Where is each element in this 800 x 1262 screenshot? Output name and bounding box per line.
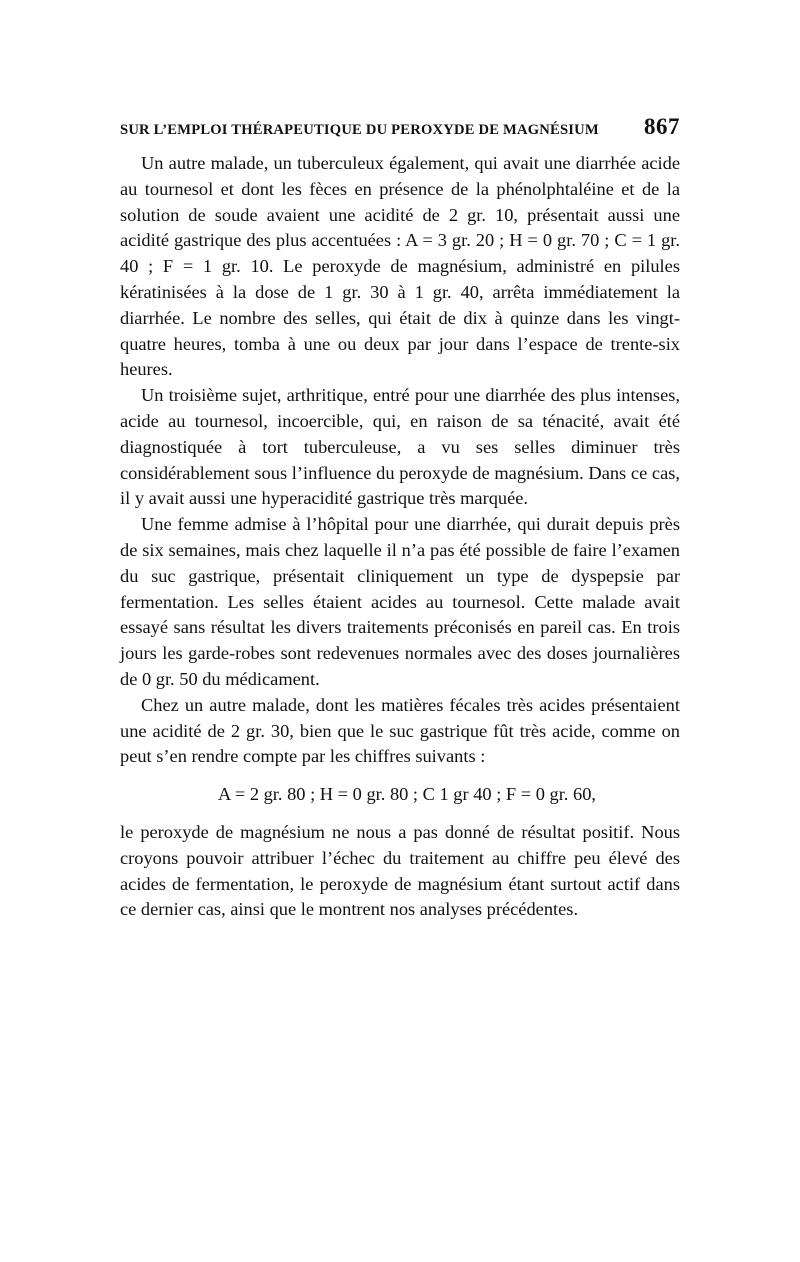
formula-line: A = 2 gr. 80 ; H = 0 gr. 80 ; C 1 gr 40 ; F = 0 gr. 60, xyxy=(217,784,596,805)
body-text xyxy=(120,151,680,923)
running-head-title: SUR L’EMPLOI THÉRAPEUTIQUE DU PEROXYDE DE MAGNÉSIUM xyxy=(120,122,599,138)
paragraph-4: Chez un autre malade, dont les matières fécales très acides présentaient une acidité de 2 gr. 30, bien que le suc gastrique fût très acide, comme on peut s’en rendre compte par les chiffres suivants : xyxy=(120,694,680,767)
closing-paragraph: le peroxyde de magnésium ne nous a pas donné de résultat positif. Nous croyons pouvoir attribuer l’échec du traitement au chiffre peu élevé des acides de fermentation, le peroxyde de magnésium étant surtout actif dans ce dernier cas, ainsi que le montrent nos analyses précédentes. xyxy=(120,821,680,920)
running-header xyxy=(120,114,680,144)
paragraph-1: Un autre malade, un tuberculeux également, qui avait une diarrhée acide au tournesol et dont les fèces en présence de la phénolphtaléine et de la solution de soude avaient une acidité de 2 gr. 10, présentait aussi une acidité gastrique des plus accentuées : A = 3 gr. 20 ; H = 0 gr. 70 ; C = 1 gr. 40 ; F = 1 gr. 10. Le peroxyde de magnésium, administré en pilules kératinisées à la dose de 1 gr. 30 à 1 gr. 40, arrêta immédiatement la diarrhée. Le nombre des selles, qui était de dix à quinze dans les vingt-quatre heures, tomba à une ou deux par jour dans l’espace de trente-six heures. xyxy=(120,153,680,380)
page-number: 867 xyxy=(644,114,680,139)
paragraph-3: Une femme admise à l’hôpital pour une diarrhée, qui durait depuis près de six semaines, mais chez laquelle il n’a pas été possible de faire l’examen du suc gastrique, présentait cliniquement un type de dyspepsie par fermentation. Les selles étaient acides au tournesol. Cette malade avait essayé sans résultat les divers traitements préconisés en pareil cas. En trois jours les garde-robes sont redevenues normales avec des doses journalières de 0 gr. 50 du médicament. xyxy=(120,514,680,689)
paragraph-2: Un troisième sujet, arthritique, entré pour une diarrhée des plus intenses, acide au tournesol, incoercible, qui, en raison de sa ténacité, avait été diagnostiquée à tort tuberculeuse, a vu ses selles diminuer très considérablement sous l’influence du peroxyde de magnésium. Dans ce cas, il y avait aussi une hyperacidité gastrique très marquée. xyxy=(120,385,680,509)
